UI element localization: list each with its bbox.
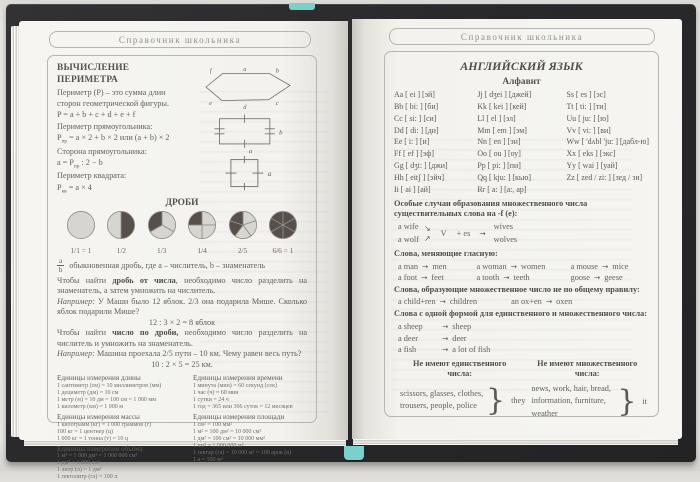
right-page xyxy=(352,19,682,439)
rect-side-formula: $a = P_{пр}$ : 2 − b xyxy=(57,158,103,170)
svg-text:f: f xyxy=(209,67,212,75)
no-plural-heading: Не имеют множественного числа: xyxy=(537,358,638,379)
no-singular-pronoun: they xyxy=(511,395,526,405)
brace-icon xyxy=(615,384,642,419)
unit-line: 1 литр (л) = 1 дм³ xyxy=(57,467,102,474)
alphabet-entry: Hh [ eitʃ ] [эйч] xyxy=(394,173,445,183)
svg-text:a: a xyxy=(248,148,253,156)
unit-line: 1 час (ч) = 60 мин xyxy=(193,389,239,396)
alphabet-entry: Ff [ ef ] [эф] xyxy=(394,149,435,159)
square-figure xyxy=(213,156,283,192)
units-area-list xyxy=(193,422,307,464)
plural-pair: a man → men xyxy=(398,262,476,271)
plural-pair: a mouse → mice xyxy=(571,262,649,271)
alphabet-entry: Jj [ dʒei ] [джей] xyxy=(477,90,532,99)
alphabet-entry: Kk [ kei ] [кей] xyxy=(477,101,527,111)
perimeter-title: ВЫЧИСЛЕНИЕ ПЕРИМЕТРА xyxy=(57,63,130,86)
units-volume-list xyxy=(57,453,193,481)
unit-line: 1 год = 365 или 366 суток = 12 месяцев xyxy=(193,403,293,410)
fraction-rule-2: Чтобы найти число по дроби, необходимо число разделить на числитель и умножить на знаменатель. xyxy=(57,328,307,348)
plural-pair: a child+ren → children xyxy=(398,297,477,306)
alphabet-entry: Dd [ di: ] [ди] xyxy=(394,125,439,135)
fraction-circle xyxy=(263,210,303,255)
fraction-symbol: $\frac{a}{b}$ xyxy=(58,256,63,275)
alphabet-entry: Aa [ ei ] [эй] xyxy=(394,90,435,99)
alphabet-entry: Zz [ zed / zi: ] [зед / зи] xyxy=(566,173,643,183)
unit-line: 1 а = 100 м² xyxy=(193,456,223,463)
svg-text:a: a xyxy=(267,169,272,178)
alphabet-entry: Ss [ es ] [эс] xyxy=(566,90,606,99)
unit-line: 1 сантиметр (см) = 10 миллиметров (мм) xyxy=(57,382,162,389)
plural-f-from-1: a wife xyxy=(398,222,419,232)
unit-line: 1 км² = 1 000 000 м² xyxy=(193,442,244,449)
units-area-title: Единицы измерения площади xyxy=(193,413,285,422)
arrow-icon xyxy=(590,273,604,282)
plural-f-heading: Особые случаи образования множественного числа существительных слова на -f (e): xyxy=(394,198,588,219)
same-form-heading: Слова с одной формой для единственного и множественного числа: xyxy=(394,309,648,319)
svg-text:e: e xyxy=(209,100,212,108)
arrow-up-right-icon xyxy=(424,234,431,244)
plural-f-to-1: wives xyxy=(493,222,513,232)
left-page xyxy=(19,21,348,481)
vowel-heading: Слова, меняющие гласную: xyxy=(394,249,498,259)
unit-line: 1 сутки = 24 ч xyxy=(193,396,229,403)
unit-line: 1 дм² = 100 см² = 10 000 мм² xyxy=(193,435,266,442)
units-time-list xyxy=(193,383,307,411)
plural-f-v: V xyxy=(440,229,447,239)
english-title: АНГЛИЙСКИЙ ЯЗЫК xyxy=(460,59,583,73)
alphabet-entry: Ll [ el ] [эл] xyxy=(477,113,516,123)
rect-perimeter-formula: $P_{пр} = a \times 2 + b \times 2$ или (a + b) × 2 xyxy=(57,133,170,145)
fraction-circle-label: 6/6 = 1 xyxy=(272,246,294,256)
arrow-icon xyxy=(507,262,521,271)
plural-pair: a deer → deer xyxy=(398,333,649,344)
fraction-circle-label: 2/5 xyxy=(237,246,248,256)
rect-perimeter-label: Периметр прямоугольника: xyxy=(57,121,153,131)
fraction-circle-label: 1/2 xyxy=(116,246,127,256)
brace-icon xyxy=(484,383,511,418)
svg-text:b: b xyxy=(279,129,283,137)
alphabet-entry: Bb [ bi: ] [би] xyxy=(394,101,439,111)
square-perimeter-formula: $P_{кв} = a \times 4$ xyxy=(57,182,92,195)
plural-pair: a foot → feet xyxy=(398,273,476,282)
unit-line: 1 килограмм (кг) = 1 000 граммов (г) xyxy=(57,421,152,428)
square-perimeter-label: Периметр квадрата: xyxy=(57,171,127,181)
running-head-right xyxy=(389,28,655,45)
arrow-icon xyxy=(438,322,452,331)
running-head-left xyxy=(49,31,311,48)
alphabet-col-2 xyxy=(477,89,566,196)
alphabet-entry: Ii [ ai ] [ай] xyxy=(394,184,431,194)
rectangle-figure xyxy=(198,112,298,154)
example-2: Например: Машина проехала 2/5 пути – 10 км. Чему равен весь путь? xyxy=(57,348,302,358)
irregular-heading: Слова, образующие множественное число не по общему правилу: xyxy=(394,284,640,294)
plural-pair: a woman → women xyxy=(476,262,570,271)
alphabet-entry: Qq [ kju: ] [кью] xyxy=(477,173,532,183)
no-plural-pronoun: it xyxy=(642,396,648,406)
unit-line: 1 метр (м) = 10 дм = 100 см = 1 000 мм xyxy=(57,396,157,403)
fraction-circle-label: 1/3 xyxy=(157,246,167,256)
fraction-definition: $\frac{a}{b}$ обыкновенная дробь, где a – числитель, b – знаменатель xyxy=(58,256,266,275)
svg-text:b: b xyxy=(275,67,279,75)
page-stack-bottom-right xyxy=(353,439,678,445)
alphabet-entry: Gg [ dʒi: ] [джи] xyxy=(394,161,448,171)
fraction-rule-1: Чтобы найти дробь от числа, необходимо число разделить на знаменатель, а затем умножить на числитель. xyxy=(57,275,307,296)
plural-pair: a fish → a lot of fish xyxy=(398,344,649,355)
perimeter-sum-formula: P = a + b + c + d + e + f xyxy=(57,110,136,120)
plural-f-from-2: a wolf xyxy=(398,234,419,244)
alphabet-entry: Uu [ ju: ] [ю] xyxy=(566,113,609,123)
no-singular-words: scissors, glasses, clothes, trousers, people, police xyxy=(400,388,484,411)
fraction-circles xyxy=(57,210,307,255)
alphabet-entry: Ee [ i: ] [и] xyxy=(394,137,430,147)
alphabet-entry: Pp [ pi: ] [пи] xyxy=(477,161,521,171)
running-head-left-text: Справочник школьника xyxy=(118,34,242,45)
unit-line: 1 минута (мин) = 60 секунд (сек) xyxy=(193,382,277,389)
svg-text:a: a xyxy=(243,66,247,74)
fraction-circle xyxy=(61,210,101,255)
no-plural-column xyxy=(525,359,649,420)
perimeter-intro: Периметр (Р) – это сумма длин сторон геометрической фигуры. xyxy=(57,88,170,108)
units-mass-title: Единицы измерения массы xyxy=(57,413,140,422)
alphabet-table xyxy=(394,89,649,196)
svg-text:d: d xyxy=(243,104,247,112)
vowel-pairs xyxy=(398,262,649,282)
unit-line: 1 дм³ = 1 000 см³ xyxy=(57,460,100,467)
unit-line: 1 гектолитр (гл) = 100 л xyxy=(57,474,118,481)
arrow-icon xyxy=(417,273,431,282)
alphabet-col-3 xyxy=(566,89,649,196)
units-time-title: Единицы измерения времени xyxy=(193,374,283,383)
arrow-icon xyxy=(499,273,513,282)
alphabet-entry: Yy [ wai ] [уай] xyxy=(566,161,618,171)
arrow-icon xyxy=(438,345,452,354)
example-1-answer: 12 : 3 × 2 = 8 яблок xyxy=(148,318,216,328)
no-number-columns xyxy=(394,359,649,420)
unit-line: 1 м² = 100 дм² = 10 000 см² xyxy=(193,428,262,435)
alphabet-title: Алфавит xyxy=(502,77,541,87)
svg-text:c: c xyxy=(275,100,279,108)
units-tables xyxy=(57,372,307,481)
fraction-circle xyxy=(142,210,182,255)
fraction-circle xyxy=(101,210,141,255)
plural-pair: a tooth → teeth xyxy=(476,273,570,282)
units-length-title: Единицы измерения длины xyxy=(57,374,141,383)
arrow-icon xyxy=(418,262,432,271)
fractions-title: ДРОБИ xyxy=(165,198,199,209)
example-1: Например: У Маши было 12 яблок. 2/3 она подарила Мише. Сколько яблок подарили Мише? xyxy=(57,296,307,316)
units-volume-title: Единицы измерения объёма xyxy=(57,444,143,453)
no-plural-words: news, work, hair, bread, information, furniture, weather xyxy=(531,383,612,418)
example-2-answer: 10 : 2 × 5 = 25 км. xyxy=(151,360,213,370)
fraction-circle-label: 1/4 xyxy=(197,246,207,256)
plural-pair: an ox+en → oxen xyxy=(511,297,572,306)
alphabet-entry: Cc [ si: ] [си] xyxy=(394,113,437,123)
rect-side-label: Сторона прямоугольника: xyxy=(57,146,147,156)
fraction-circle xyxy=(223,210,263,255)
units-length-list xyxy=(57,383,193,411)
unit-line: 1 000 кг = 1 тонна (т) = 10 ц xyxy=(57,435,129,442)
alphabet-entry: Mm [ em ] [эм] xyxy=(477,125,527,135)
alphabet-entry: Rr [ a: ] [а:, ар] xyxy=(477,184,527,194)
unit-line: 1 см² = 100 мм² xyxy=(193,421,233,428)
alphabet-entry: Xx [ eks ] [экс] xyxy=(566,149,616,159)
alphabet-col-1 xyxy=(394,89,477,196)
unit-line: 1 километр (км) = 1 000 м xyxy=(57,403,124,410)
unit-line: 1 м³ = 1 000 дм³ = 1 000 000 см³ xyxy=(57,453,138,460)
arrow-icon xyxy=(475,229,489,238)
unit-line: 1 гектар (га) = 10 000 м² = 100 аров (а) xyxy=(193,449,291,456)
arrow-down-right-icon xyxy=(424,224,431,234)
plural-pair: goose → geese xyxy=(571,273,649,282)
alphabet-entry: Vv [ vi: ] [ви] xyxy=(566,125,611,135)
arrow-icon xyxy=(438,334,452,343)
left-content-box xyxy=(47,55,317,481)
hexagon-figure xyxy=(189,64,307,110)
arrow-icon xyxy=(436,297,450,306)
irregular-pairs xyxy=(398,297,649,306)
alphabet-entry: Nn [ en ] [эн] xyxy=(477,137,521,147)
arrow-icon xyxy=(542,297,556,306)
arrow-icon xyxy=(598,262,612,271)
alphabet-entry: Oo [ ou ] [оу] xyxy=(477,149,521,159)
plural-f-to-2: wolves xyxy=(493,234,518,244)
headband-top xyxy=(289,3,315,10)
wife-wolf-diagram xyxy=(398,221,649,246)
unit-line: 1 дециметр (дм) = 10 см xyxy=(57,389,119,396)
no-singular-column xyxy=(394,359,525,420)
same-form-pairs xyxy=(398,321,649,355)
plural-f-es: + es xyxy=(456,229,471,239)
bookmark-ribbon xyxy=(344,446,364,460)
alphabet-entry: Tt [ ti: ] [ти] xyxy=(566,101,607,111)
right-content-box xyxy=(384,51,659,417)
fraction-circle-label: 1/1 = 1 xyxy=(70,246,92,256)
perimeter-text xyxy=(57,62,189,196)
no-singular-heading: Не имеют единственного числа: xyxy=(412,358,507,379)
units-mass-list xyxy=(57,422,193,443)
unit-line: 100 кг = 1 центнер (ц) xyxy=(57,428,114,435)
fraction-circle xyxy=(182,210,222,255)
running-head-right-text: Справочник школьника xyxy=(460,31,584,42)
geometry-figures xyxy=(189,62,307,196)
plural-pair: a sheep → sheep xyxy=(398,321,649,332)
alphabet-entry: Ww [ 'dʌbl 'ju: ] [дабл-ю] xyxy=(566,137,649,147)
